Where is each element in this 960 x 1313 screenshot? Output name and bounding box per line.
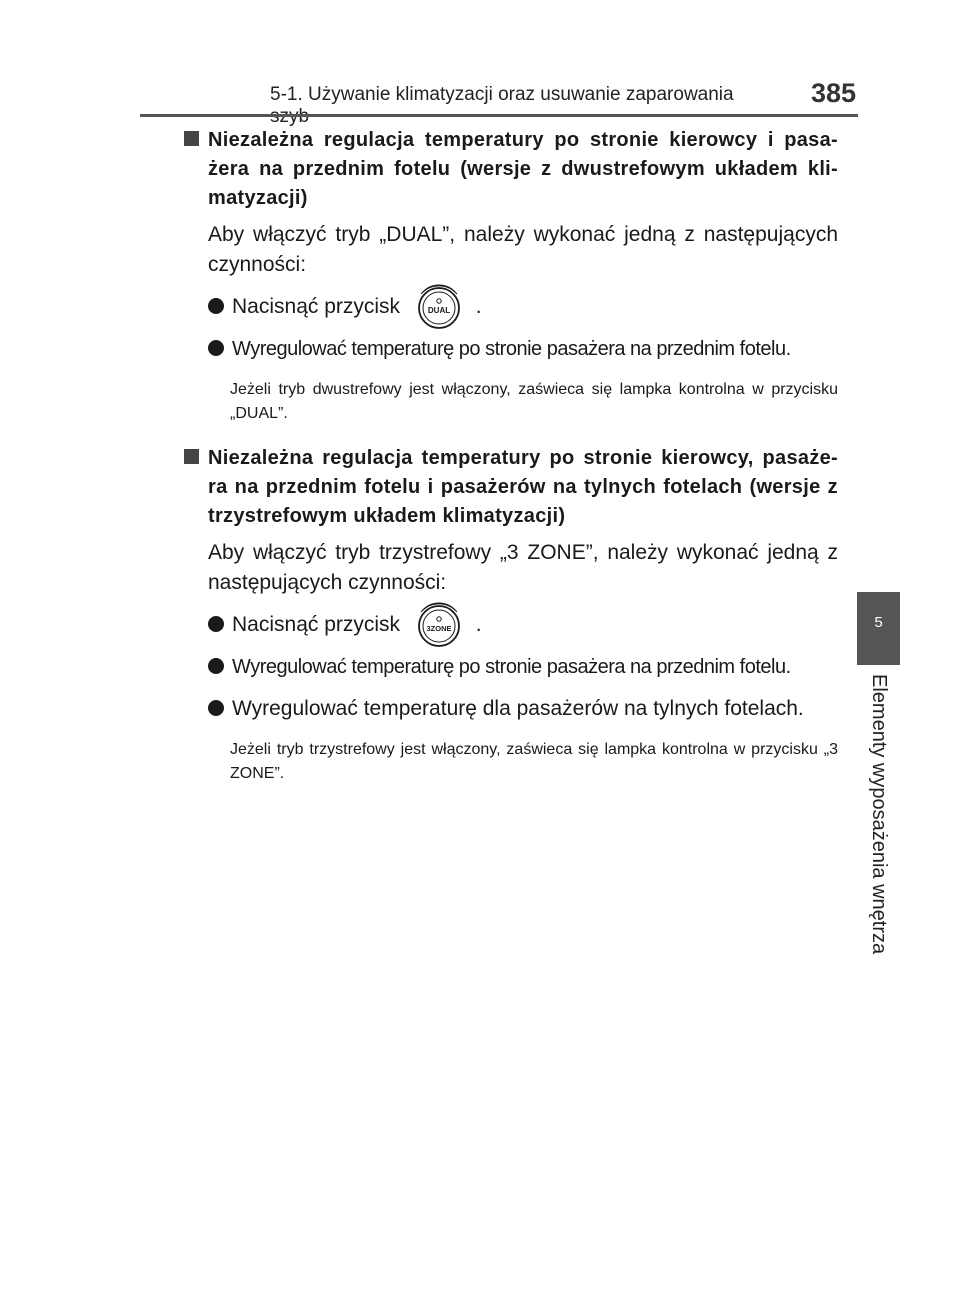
section-heading-text: Niezależna regulacja temperatury po stronie kierowcy, pasaże-ra na przednim fotelu i pasażerów na tylnych fotelach (wersje z trzystrefowym układem klimatyzacji) [208, 447, 838, 527]
section-intro: Aby włączyć tryb trzystrefowy „3 ZONE”, należy wykonać jedną z następujących czynności: [208, 541, 838, 594]
chapter-label: Elementy wyposażenia wnętrza [868, 674, 890, 955]
list-item-suffix: . [475, 295, 482, 318]
section-heading-dual [184, 126, 838, 213]
section-intro: Aby włączyć tryb „DUAL”, należy wykonać jedną z następujących czynności: [208, 223, 838, 276]
list-item [208, 292, 838, 322]
list-item [208, 610, 838, 640]
round-bullet-icon [208, 340, 224, 356]
list-item-text: Wyregulować temperaturę dla pasażerów na tylnych fotelach. [232, 697, 804, 720]
list-item-suffix: . [475, 613, 482, 636]
3zone-button-icon [414, 598, 464, 648]
round-bullet-icon [208, 298, 224, 314]
section-heading-3zone [184, 444, 838, 531]
section-title: 5-1. Używanie klimatyzacji oraz usuwanie zaparowania [270, 84, 734, 105]
round-bullet-icon [208, 700, 224, 716]
dual-button-label: DUAL [427, 306, 450, 316]
list-item-text: Wyregulować temperaturę po stronie pasażera na przednim fotelu. [232, 338, 791, 360]
3zone-button-label: 3ZONE [426, 624, 452, 634]
page-number: 385 [810, 78, 856, 108]
list-item [208, 334, 838, 364]
list-item-text: Nacisnąć przycisk [232, 613, 401, 636]
square-bullet-icon [184, 131, 199, 146]
section-heading-text: Niezależna regulacja temperatury po stronie kierowcy i pasa-żera na przednim fotelu (wersje z dwustrefowym układem kli-matyzacji) [208, 129, 838, 209]
list-item [208, 652, 838, 682]
round-bullet-icon [208, 616, 224, 632]
page-content [184, 126, 838, 786]
section-note: Jeżeli tryb trzystrefowy jest włączony, zaświeca się lampka kontrolna w przycisku „3 ZONE”. [230, 741, 838, 782]
section-note: Jeżeli tryb dwustrefowy jest włączony, zaświeca się lampka kontrolna w przycisku „DUAL”. [230, 381, 838, 422]
round-bullet-icon [208, 658, 224, 674]
list-item-text: Wyregulować temperaturę po stronie pasażera na przednim fotelu. [232, 656, 791, 678]
header-divider [140, 114, 858, 117]
list-item [208, 694, 838, 724]
dual-button-icon [414, 280, 464, 330]
chapter-tab [857, 592, 900, 665]
square-bullet-icon [184, 449, 199, 464]
list-item-text: Nacisnąć przycisk [232, 295, 401, 318]
chapter-number: 5 [874, 614, 883, 631]
